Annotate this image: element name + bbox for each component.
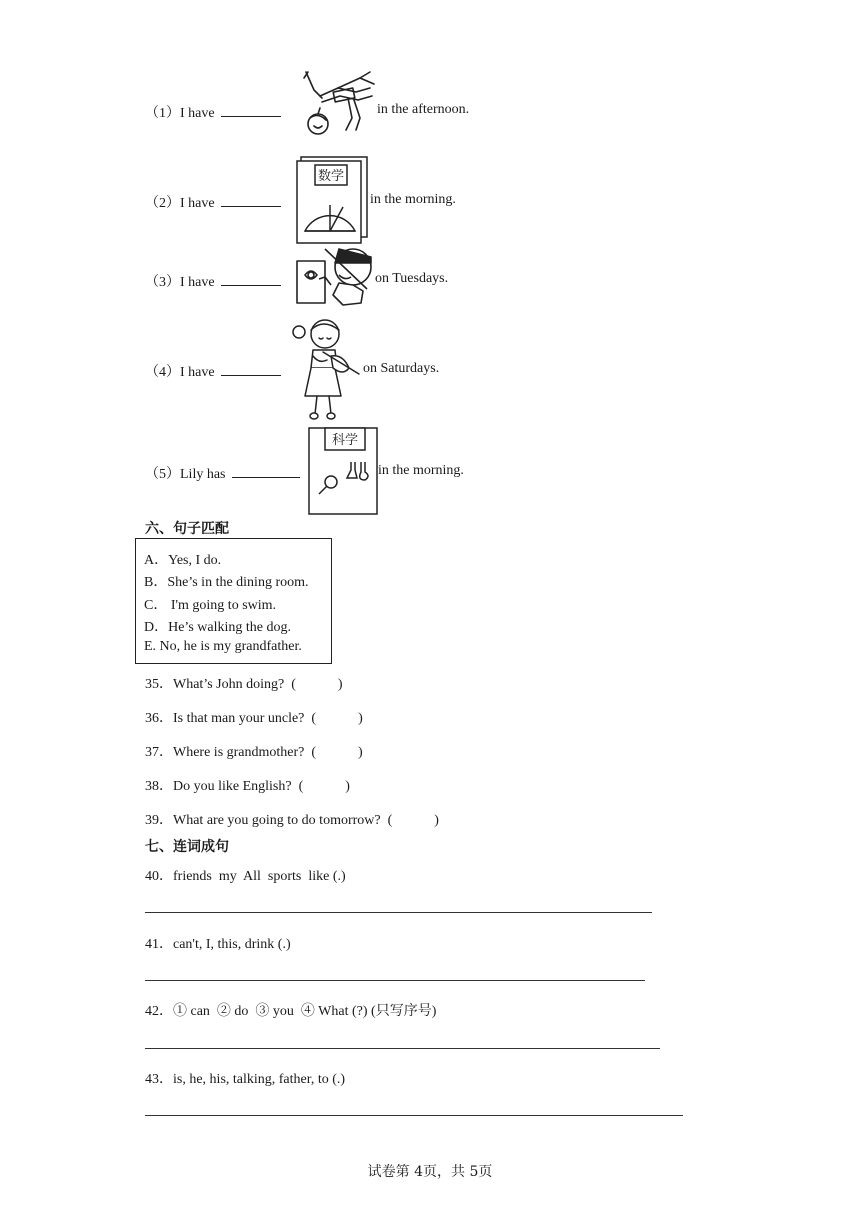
- item-label: （5）Lily has: [145, 467, 226, 482]
- item-3: [145, 271, 281, 291]
- question-number: 39．: [145, 813, 173, 828]
- item-1: [145, 102, 281, 122]
- item-label: （2）I have: [145, 196, 215, 211]
- answer-line[interactable]: [145, 912, 652, 913]
- question-41: [145, 933, 291, 953]
- item-3-suffix: on Tuesdays.: [375, 271, 449, 286]
- question-text: What’s John doing?: [173, 677, 285, 692]
- violin-girl-icon: [293, 316, 363, 420]
- item-2-suffix: in the morning.: [370, 192, 456, 207]
- answer-blank[interactable]: [232, 463, 300, 478]
- art-painting-icon: [295, 245, 375, 309]
- item-label: （1）I have: [145, 106, 215, 121]
- question-text: ① can ② do ③ you ④ What (?) (只写序号): [173, 1004, 437, 1019]
- answer-blank[interactable]: [221, 271, 281, 286]
- item-4: [145, 361, 281, 381]
- question-text: can't, I, this, drink (.): [173, 937, 291, 952]
- option-b: B．She’s in the dining room.: [144, 575, 309, 590]
- item-label: （3）I have: [145, 275, 215, 290]
- answer-line[interactable]: [145, 1048, 660, 1049]
- gymnastics-icon: [300, 68, 380, 150]
- question-number: 38．: [145, 779, 173, 794]
- question-number: 42．: [145, 1004, 173, 1019]
- question-37: [145, 741, 363, 761]
- question-35: [145, 673, 343, 693]
- question-text: Where is grandmother?: [173, 745, 305, 760]
- answer-blank[interactable]: [221, 102, 281, 117]
- answer-paren[interactable]: ( ): [311, 745, 363, 760]
- question-text: Is that man your uncle?: [173, 711, 305, 726]
- item-2: [145, 192, 281, 212]
- answer-blank[interactable]: [221, 192, 281, 207]
- item-label: （4）I have: [145, 365, 215, 380]
- question-text: What are you going to do tomorrow?: [173, 813, 381, 828]
- options-box: [135, 538, 332, 664]
- option-a: A．Yes, I do.: [144, 553, 222, 568]
- answer-blank[interactable]: [221, 361, 281, 376]
- question-38: [145, 775, 350, 795]
- question-number: 41．: [145, 937, 173, 952]
- answer-line[interactable]: [145, 1115, 683, 1116]
- answer-paren[interactable]: ( ): [298, 779, 350, 794]
- option-c: C． I'm going to swim.: [144, 598, 277, 613]
- option-e: E. No, he is my grandfather.: [144, 639, 302, 654]
- question-number: 43．: [145, 1072, 173, 1087]
- question-number: 37．: [145, 745, 173, 760]
- item-5: [145, 463, 300, 483]
- answer-line[interactable]: [145, 980, 645, 981]
- book-title: 科学: [331, 433, 359, 448]
- question-39: [145, 809, 439, 829]
- question-40: [145, 865, 346, 885]
- question-43: [145, 1068, 345, 1088]
- item-4-suffix: on Saturdays.: [363, 361, 440, 376]
- answer-paren[interactable]: ( ): [387, 813, 439, 828]
- book-title: 数学: [317, 169, 345, 184]
- question-text: friends my All sports like (.): [173, 869, 346, 884]
- question-42: [145, 1000, 436, 1020]
- science-book-icon: [307, 426, 379, 516]
- option-d: D．He’s walking the dog.: [144, 620, 291, 635]
- item-1-suffix: in the afternoon.: [377, 102, 470, 117]
- item-5-suffix: in the morning.: [378, 463, 464, 478]
- answer-paren[interactable]: ( ): [311, 711, 363, 726]
- question-text: Do you like English?: [173, 779, 292, 794]
- question-text: is, he, his, talking, father, to (.): [173, 1072, 346, 1087]
- question-number: 35．: [145, 677, 173, 692]
- question-number: 36．: [145, 711, 173, 726]
- section-6-title: 六、句子匹配: [145, 521, 229, 537]
- question-36: [145, 707, 363, 727]
- page-footer: 试卷第 4页，共 5页: [367, 1164, 493, 1180]
- question-number: 40．: [145, 869, 173, 884]
- math-book-icon: [295, 155, 371, 245]
- section-7-title: 七、连词成句: [145, 839, 229, 855]
- answer-paren[interactable]: ( ): [291, 677, 343, 692]
